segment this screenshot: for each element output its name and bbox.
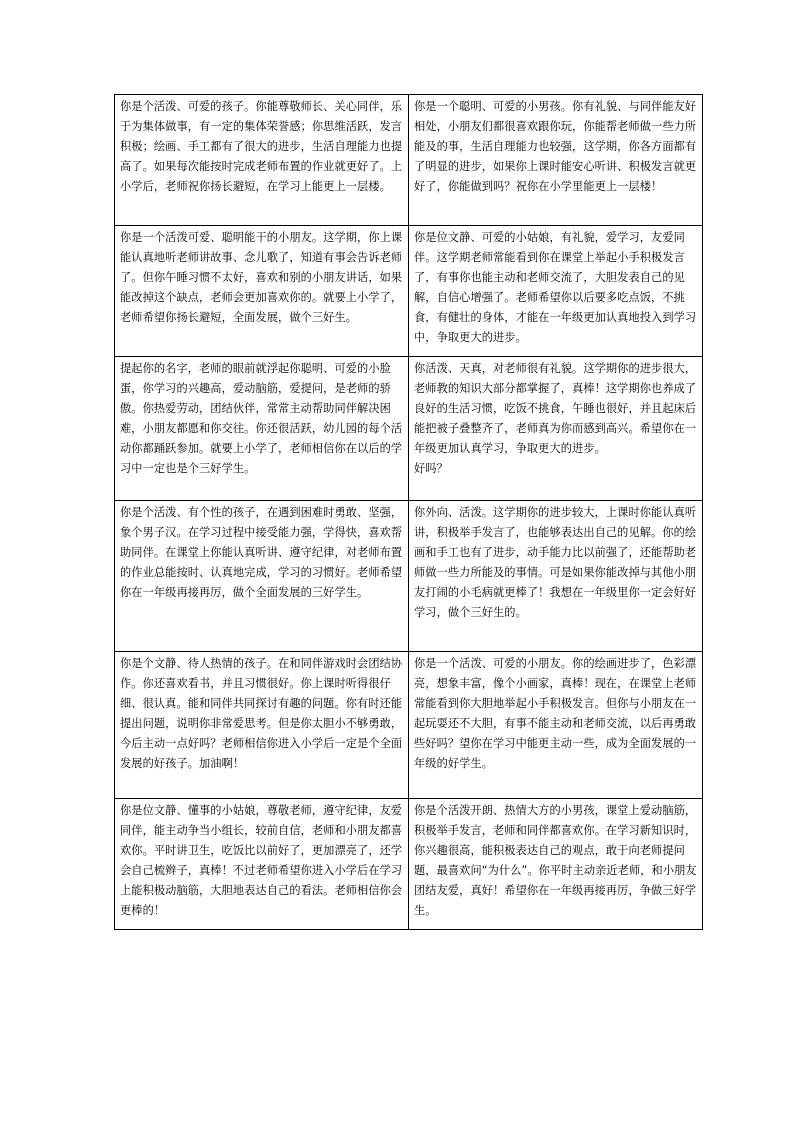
- comment-cell: 你是个活泼开朗、热情大方的小男孩，课堂上爱动脑筋，积极举手发言，老师和同伴都喜欢你。在学习新知识时，你兴趣很高，能积极表达自己的观点，敢于向老师提问题，最喜欢问“为什么”。你平时主动亲近老师，和小朋友团结友爱，真好！希望你在一年级再接再厉，争做三好学生。: [409, 799, 703, 930]
- comment-cell: 提起你的名字，老师的眼前就浮起你聪明、可爱的小脸蛋，你学习的兴趣高，爱动脑筋，爱提问，是老师的骄傲。你热爱劳动，团结伙伴，常常主动帮助同伴解决困难，小朋友都愿和你交往。你还很活跃，幼儿园的每个活动你都踊跃参加。就要上小学了，老师相信你在以后的学习中一定也是个三好学生。: [115, 357, 409, 501]
- table-row: [115, 799, 703, 930]
- comment-cell: 你是个活泼、有个性的孩子，在遇到困难时勇敢、坚强，象个男子汉。在学习过程中接受能力强，学得快，喜欢帮助同伴。在课堂上你能认真听讲、遵守纪律，对老师布置的作业总能按时、认真地完成，学习的习惯好。老师希望你在一年级再接再厉，做个全面发展的三好学生。: [115, 501, 409, 652]
- table-row: [115, 95, 703, 226]
- comment-cell: 你是一个活泼、可爱的小朋友。你的绘画进步了，色彩漂亮，想象丰富，像个小画家，真棒！现在，在课堂上老师常能看到你大胆地举起小手积极发言。但你与小朋友在一起玩耍还不大胆，有事不能主动和老师交流，以后再勇敢些好吗？望你在学习中能更主动一些，成为全面发展的一年级的好学生。: [409, 652, 703, 799]
- table-row: [115, 501, 703, 652]
- table-row: [115, 652, 703, 799]
- comment-cell: 你是个文静、待人热情的孩子。在和同伴游戏时会团结协作。你还喜欢看书，并且习惯很好。你上课时听得很仔细、很认真。能和同伴共同探讨有趣的问题。你有时还能提出问题，说明你非常爱思考。但是你太胆小不够勇敢，今后主动一点好吗？老师相信你进入小学后一定是个全面发展的好孩子。加油啊！: [115, 652, 409, 799]
- comment-cell: [409, 357, 703, 501]
- comment-cell: 你是个活泼、可爱的孩子。你能尊敬师长、关心同伴，乐于为集体做事，有一定的集体荣誉感；你思维活跃，发言积极；绘画、手工都有了很大的进步，生活自理能力也提高了。如果每次能按时完成老师布置的作业就更好了。上小学后，老师祝你扬长避短，在学习上能更上一层楼。: [115, 95, 409, 226]
- table-row: [115, 226, 703, 357]
- comment-cell: 你是位文静、可爱的小姑娘，有礼貌，爱学习，友爱同伴。这学期老师常能看到你在课堂上举起小手积极发言了，有事你也能主动和老师交流了，大胆发表自己的见解，自信心增强了。老师希望你以后要多吃点饭，不挑食，有健壮的身体，才能在一年级更加认真地投入到学习中，争取更大的进步。: [409, 226, 703, 357]
- comment-cell: 你是一个活泼可爱、聪明能干的小朋友。这学期，你上课能认真地听老师讲故事、念儿歌了，知道有事会告诉老师了。但你午睡习惯不太好，喜欢和别的小朋友讲话，如果能改掉这个缺点，老师会更加喜欢你的。就要上小学了，老师希望你扬长避短，全面发展，做个三好生。: [115, 226, 409, 357]
- comment-cell: 你是一个聪明、可爱的小男孩。你有礼貌、与同伴能友好相处，小朋友们都很喜欢跟你玩，你能帮老师做一些力所能及的事，生活自理能力也较强，这学期，你各方面都有了明显的进步，如果你上课时能安心听讲、积极发言就更好了，你能做到吗？祝你在小学里能更上一层楼！: [409, 95, 703, 226]
- table-row: [115, 357, 703, 501]
- teacher-comments-table: [114, 94, 703, 930]
- comment-cell: 你是位文静、懂事的小姑娘，尊敬老师，遵守纪律，友爱同伴，能主动争当小组长，较前自信，老师和小朋友都喜欢你。平时讲卫生，吃饭比以前好了，更加漂亮了，还学会自己梳辫子，真棒！不过老师希望你进入小学后在学习上能积极动脑筋，大胆地表达自己的看法。老师相信你会更棒的！: [115, 799, 409, 930]
- comment-cell: 你外向、活泼。这学期你的进步较大，上课时你能认真听讲，积极举手发言了，也能够表达出自己的见解。你的绘画和手工也有了进步，动手能力比以前强了，还能帮助老师做一些力所能及的事情。可是如果你能改掉与其他小朋友打闹的小毛病就更棒了！我想在一年级里你一定会好好学习，做个三好生的。: [409, 501, 703, 652]
- comment-text: 你活泼、天真，对老师很有礼貌。这学期你的进步很大，老师教的知识大部分都掌握了，真棒！这学期你也养成了良好的生活习惯，吃饭不挑食，午睡也很好，并且起床后能把被子叠整齐了，老师真为你而感到高兴。希望你在一年级更加认真学习，争取更大的进步。: [414, 362, 697, 455]
- comment-text-extra: 好吗？: [414, 462, 448, 475]
